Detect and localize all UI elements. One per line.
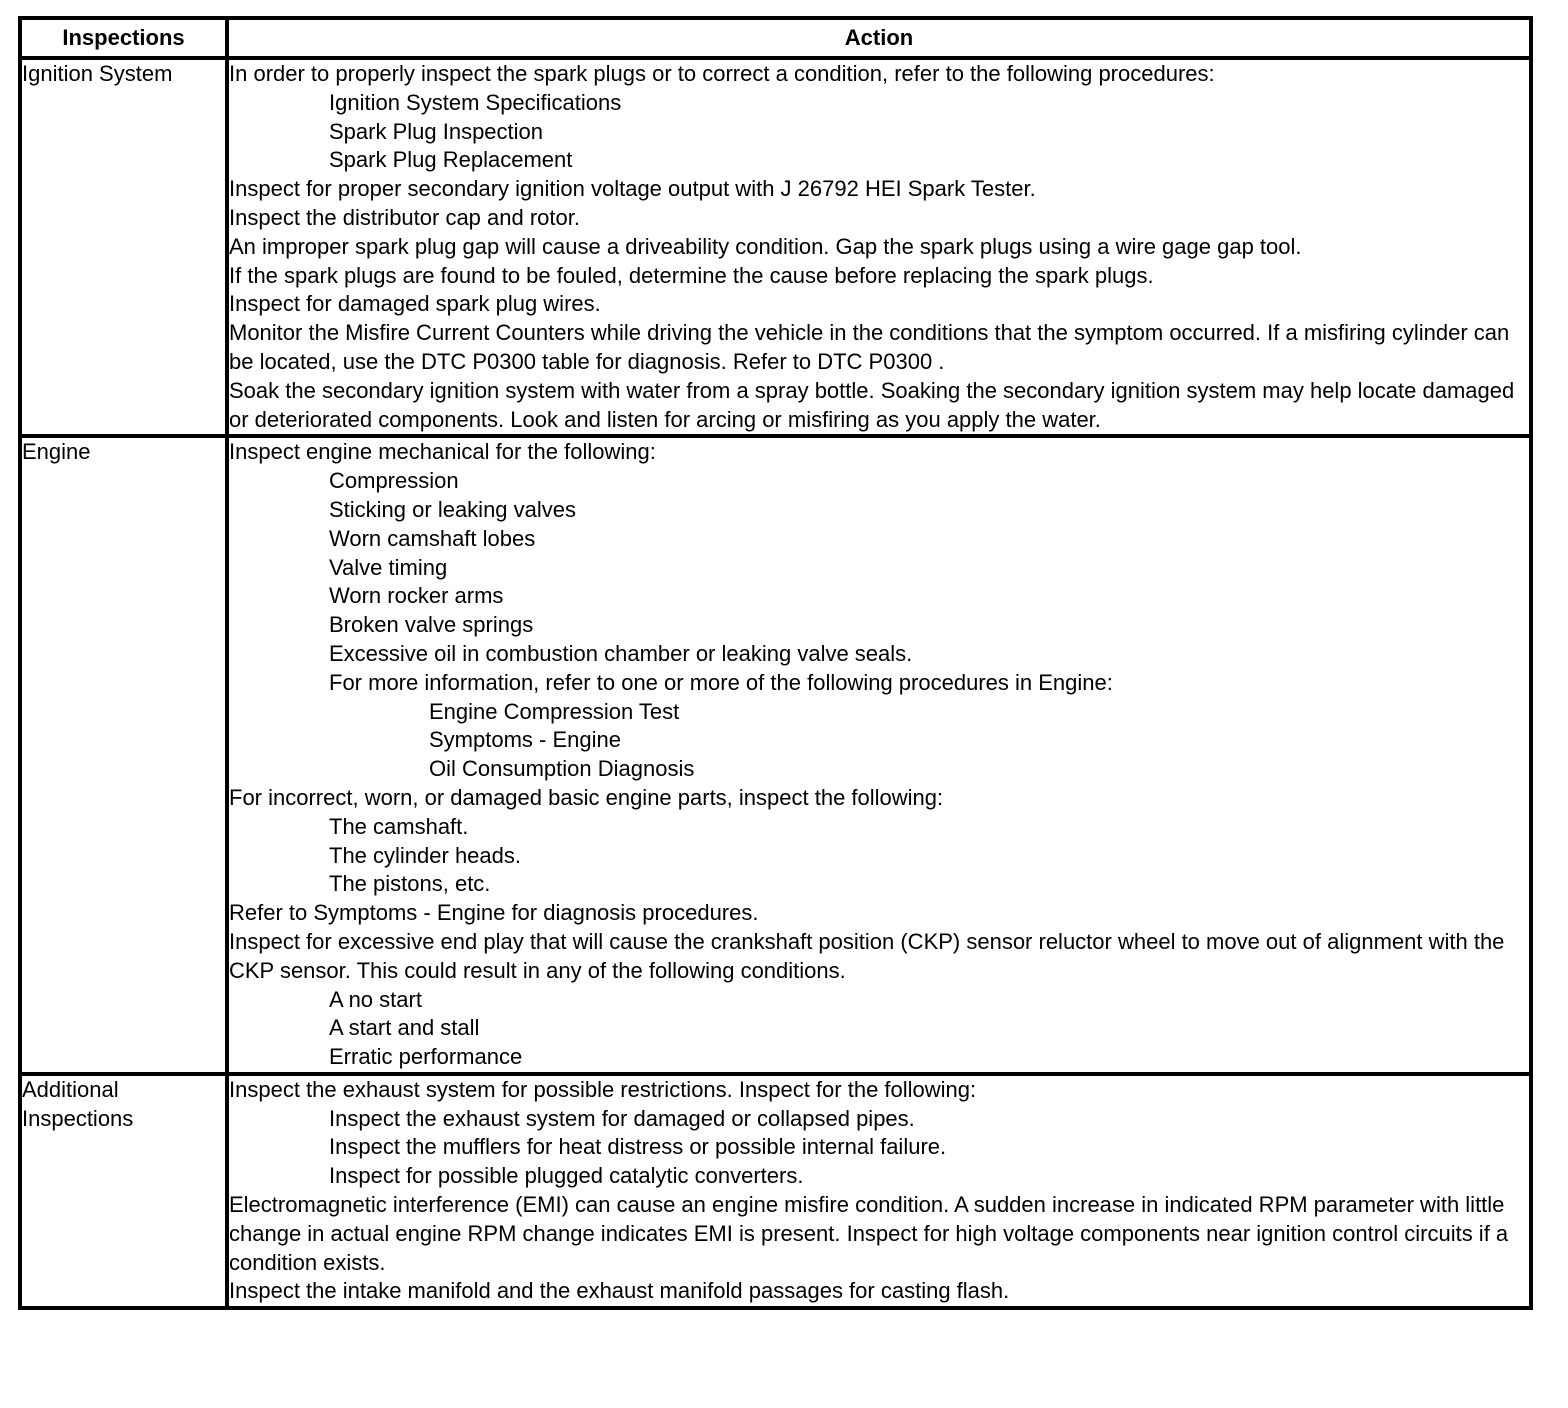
header-row xyxy=(20,18,1531,58)
action-line: Spark Plug Replacement xyxy=(329,147,573,173)
header-action: Action xyxy=(227,18,1531,58)
action-line: Engine Compression Test xyxy=(429,698,680,724)
action-line: Valve timing xyxy=(329,554,448,580)
action-line: The pistons, etc. xyxy=(329,871,491,897)
action-line: Inspect for proper secondary ignition voltage output with J 26792 HEI Spark Tester. xyxy=(229,176,1036,202)
action-line: Excessive oil in combustion chamber or leaking valve seals. xyxy=(329,640,913,666)
table-row xyxy=(20,436,1531,1074)
action-line: Inspect for possible plugged catalytic converters. xyxy=(329,1163,804,1189)
action-line: A start and stall xyxy=(329,1015,480,1041)
table-body xyxy=(20,58,1531,1308)
action-line: For incorrect, worn, or damaged basic engine parts, inspect the following: xyxy=(229,784,944,810)
action-line: Oil Consumption Diagnosis xyxy=(429,756,695,782)
action-line: Electromagnetic interference (EMI) can cause an engine misfire condition. A sudden increase in indicated RPM parameter with little change in actual engine RPM change indicates EMI is present. Inspect for high voltage components near ignition control circuits if a condition exists. xyxy=(229,1192,1515,1275)
action-line: Inspect engine mechanical for the following: xyxy=(229,439,656,465)
action-line: Sticking or leaking valves xyxy=(329,496,577,522)
action-line: Inspect the exhaust system for possible restrictions. Inspect for the following: xyxy=(229,1076,977,1102)
action-line: Inspect the mufflers for heat distress or possible internal failure. xyxy=(329,1134,947,1160)
action-line: Symptoms - Engine xyxy=(429,727,621,753)
action-line: If the spark plugs are found to be fouled, determine the cause before replacing the spark plugs. xyxy=(229,262,1154,288)
action-line: The cylinder heads. xyxy=(329,842,521,868)
action-line: Worn camshaft lobes xyxy=(329,525,536,551)
action-line: Broken valve springs xyxy=(329,612,534,638)
action-line: An improper spark plug gap will cause a driveability condition. Gap the spark plugs using a wire gage gap tool. xyxy=(229,233,1302,259)
action-line: In order to properly inspect the spark plugs or to correct a condition, refer to the following procedures: xyxy=(229,61,1215,86)
header-inspections: Inspections xyxy=(20,18,227,58)
table-row xyxy=(20,58,1531,436)
action-line: Refer to Symptoms - Engine for diagnosis procedures. xyxy=(229,900,759,926)
action-line: Inspect the distributor cap and rotor. xyxy=(229,204,580,230)
inspection-name: Engine xyxy=(20,436,227,1074)
action-line: A no start xyxy=(329,986,422,1012)
action-line: Erratic performance xyxy=(329,1044,523,1070)
inspection-name: Ignition System xyxy=(20,58,227,436)
action-line: Inspect for excessive end play that will cause the crankshaft position (CKP) sensor reluctor wheel to move out of alignment with the CKP sensor. This could result in any of the following conditions. xyxy=(229,928,1511,983)
action-cell xyxy=(227,58,1531,436)
action-line: For more information, refer to one or more of the following procedures in Engine: xyxy=(329,669,1113,695)
inspection-name: Additional Inspections xyxy=(20,1074,227,1308)
action-line: Worn rocker arms xyxy=(329,583,504,609)
action-line: The camshaft. xyxy=(329,813,469,839)
inspection-table xyxy=(18,16,1533,1310)
action-cell xyxy=(227,436,1531,1074)
action-line: Spark Plug Inspection xyxy=(329,118,544,144)
table-row xyxy=(20,1074,1531,1308)
action-line: Compression xyxy=(329,468,459,494)
action-line: Inspect for damaged spark plug wires. xyxy=(229,291,601,317)
action-line: Soak the secondary ignition system with water from a spray bottle. Soaking the secondary ignition system may help locate damaged or deteriorated components. Look and listen for arcing or misfiring as you apply the water. xyxy=(229,377,1521,432)
action-line: Monitor the Misfire Current Counters while driving the vehicle in the conditions that the symptom occurred. If a misfiring cylinder can be located, use the DTC P0300 table for diagnosis. Refer to DTC P0300 . xyxy=(229,320,1516,374)
action-line: Inspect the exhaust system for damaged or collapsed pipes. xyxy=(329,1105,915,1131)
action-cell xyxy=(227,1074,1531,1308)
action-line: Inspect the intake manifold and the exhaust manifold passages for casting flash. xyxy=(229,1278,1010,1304)
action-line: Ignition System Specifications xyxy=(329,89,622,115)
